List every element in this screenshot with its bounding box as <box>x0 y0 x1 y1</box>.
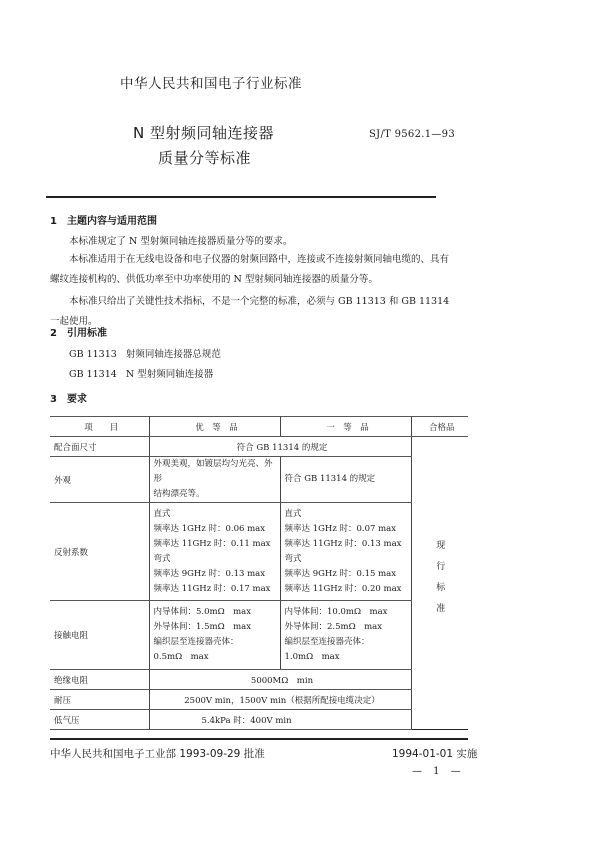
section-2-heading: 2 引用标准 <box>50 328 107 339</box>
row-merged-value: 5000MΩ min <box>149 670 411 690</box>
standard-code: SJ/T 9562.1—93 <box>369 129 455 140</box>
column-header-item: 项 目 <box>50 417 149 437</box>
implementation-date: 1994-01-01 实施 <box>392 748 478 760</box>
section-1-heading: 1 主题内容与适用范围 <box>50 216 157 227</box>
row-merged-value: 5.4kPa 时：400V min <box>149 710 411 730</box>
row-item-label: 绝缘电阻 <box>50 670 149 690</box>
table-header-row <box>50 417 468 437</box>
header-divider <box>46 196 436 198</box>
document-subtitle: 质量分等标准 <box>158 149 252 167</box>
table-row <box>50 437 468 457</box>
table-row <box>50 690 468 710</box>
superior-value: 内导体间：5.0mΩ max 外导体间：1.5mΩ max 编织层至连接器壳体： 0.5mΩ max <box>149 601 280 670</box>
row-item-label: 外观 <box>50 457 149 503</box>
row-item-label: 耐压 <box>50 690 149 710</box>
table-row <box>50 670 468 690</box>
row-merged-value: 2500V min，1500V min（根据所配接电缆决定） <box>149 690 411 710</box>
row-item-label: 低气压 <box>50 710 149 730</box>
footer-divider <box>50 738 468 740</box>
page-number: — 1 — <box>412 766 465 777</box>
approval-info: 中华人民共和国电子工业部 1993-09-29 批准 <box>50 748 265 760</box>
column-header-first-class: 一 等 品 <box>280 417 411 437</box>
section-1-paragraph-2: 本标准适用于在无线电设备和电子仪器的射频回路中，连接或不连接射频同轴电缆的、具有螺纹连接机构的、供低功率至中功率使用的 N 型射频同轴连接器的质量分等。 <box>50 254 450 285</box>
row-item-label: 接触电阻 <box>50 601 149 670</box>
superior-value: 直式 频率达 1GHz 时：0.06 max 频率达 11GHz 时：0.11 max 弯式 频率达 9GHz 时：0.13 max 频率达 11GHz 时：0.17 max <box>149 503 280 601</box>
reference-title: 射频同轴连接器总规范 <box>125 349 221 360</box>
reference-code: GB 11313 <box>69 349 117 360</box>
requirements-table <box>50 416 468 730</box>
column-header-superior: 优 等 品 <box>149 417 280 437</box>
reference-title: N 型射频同轴连接器 <box>125 369 214 380</box>
qualified-value: 现行标准 <box>434 539 445 624</box>
document-title: N 型射频同轴连接器 <box>133 124 274 142</box>
row-item-label: 反射系数 <box>50 503 149 601</box>
section-1-paragraph-1: 本标准规定了 N 型射频同轴连接器质量分等的要求。 <box>69 236 293 247</box>
table-row <box>50 503 468 601</box>
first-class-value: 符合 GB 11314 的规定 <box>280 457 411 503</box>
superior-value: 外观美观，如镀层均匀光亮、外形 结构漂亮等。 <box>149 457 280 503</box>
row-item-label: 配合面尺寸 <box>50 437 149 457</box>
table-row <box>50 457 468 503</box>
section-3-heading: 3 要求 <box>50 394 87 405</box>
column-header-qualified: 合格品 <box>411 417 468 437</box>
section-1-paragraph-3: 本标准只给出了关键性技术指标，不是一个完整的标准，必须与 GB 11313 和 GB 11314 一起使用。 <box>50 296 450 327</box>
table-row <box>50 601 468 670</box>
qualified-merged-cell <box>411 437 468 730</box>
table-row <box>50 710 468 730</box>
first-class-value: 内导体间：10.0mΩ max 外导体间：2.5mΩ max 编织层至连接器壳体： 1.0mΩ max <box>280 601 411 670</box>
issuing-organization: 中华人民共和国电子行业标准 <box>120 76 302 92</box>
first-class-value: 直式 频率达 1GHz 时：0.07 max 频率达 11GHz 时：0.13 max 弯式 频率达 9GHz 时：0.15 max 频率达 11GHz 时：0.20 max <box>280 503 411 601</box>
reference-item <box>69 366 213 380</box>
reference-code: GB 11314 <box>69 369 117 380</box>
reference-item <box>69 346 221 360</box>
row-merged-value: 符合 GB 11314 的规定 <box>149 437 411 457</box>
